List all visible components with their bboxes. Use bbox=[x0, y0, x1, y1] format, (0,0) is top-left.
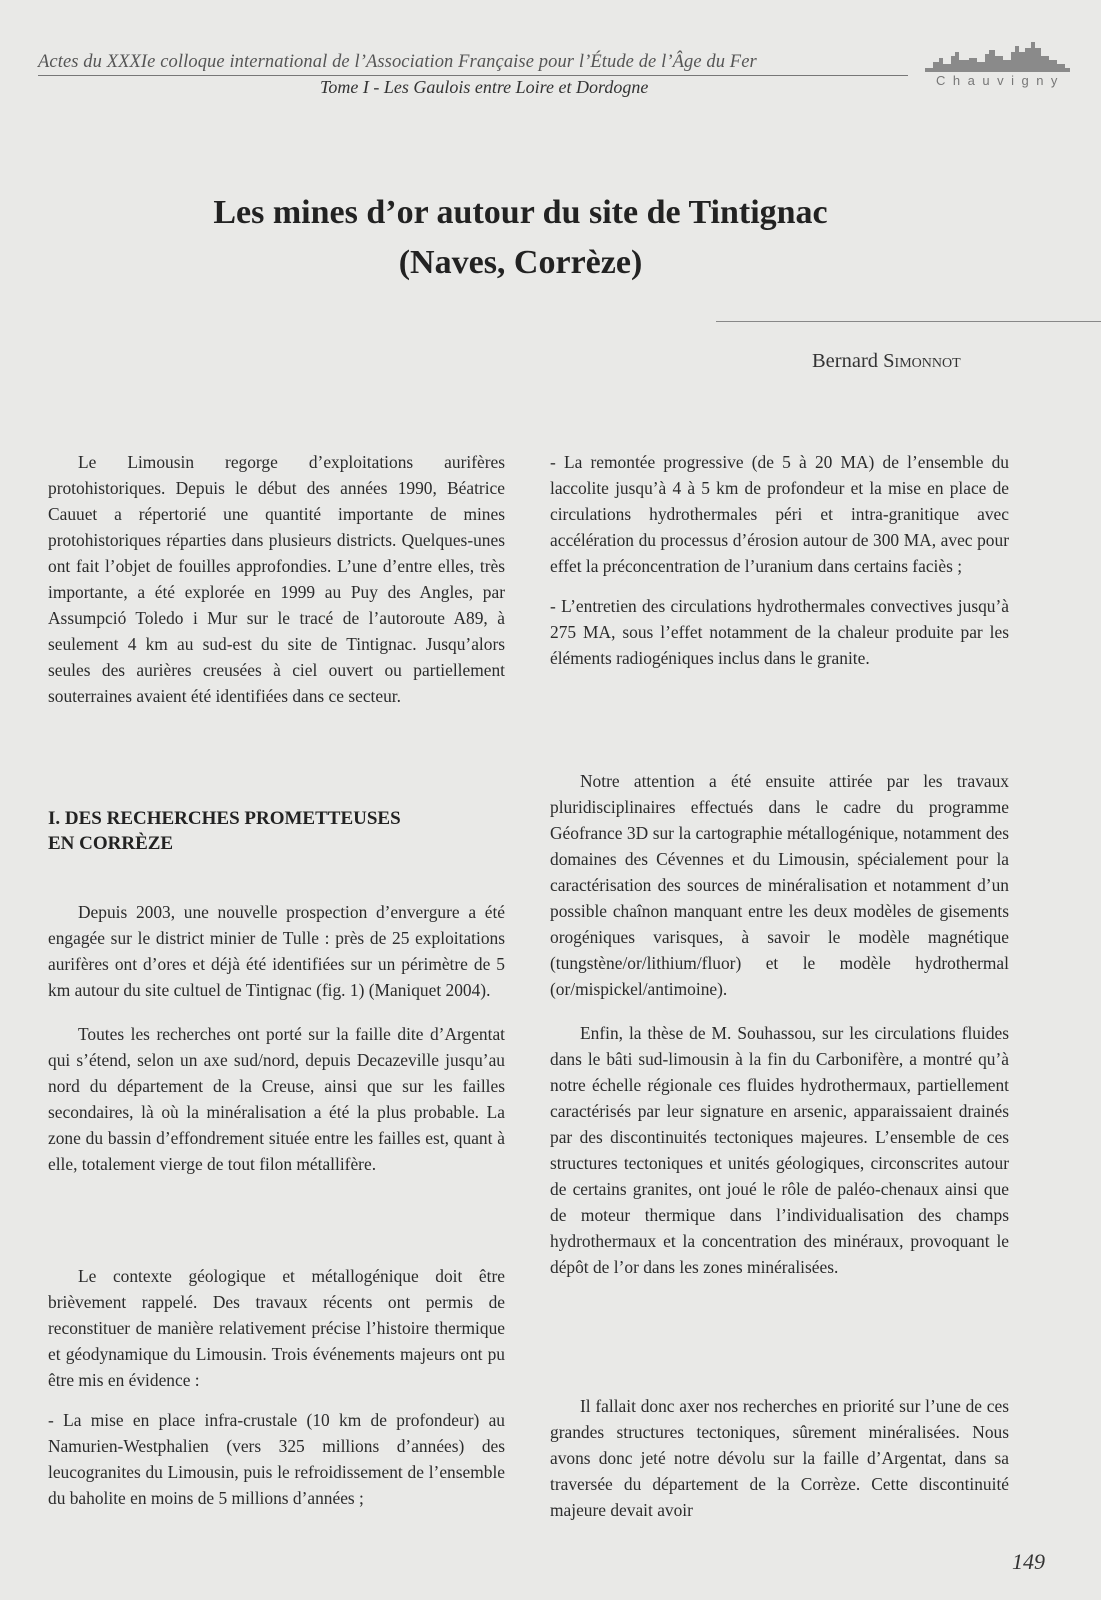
paragraph: - La remontée progressive (de 5 à 20 MA) de l’ensemble du laccolite jusqu’à 4 à 5 km de profondeur et la mise en place de circulations hydrothermales péri et intra-granitique avec accélération du processus d’érosion autour de 300 MA, avec pour effet la préconcentration de l’uranium dans certains faciès ; bbox=[550, 452, 1009, 576]
right-column-conclusion bbox=[550, 1393, 1009, 1523]
paragraph: Notre attention a été ensuite attirée par les travaux pluridisciplinaires effectués dans le cadre du programme Géofrance 3D sur la cartographie métallogénique, notamment des domaines des Cévennes et du Limousin, spécialement pour la caractérisation des sources de minéralisation et notamment d’un possible chaînon manquant entre les deux modèles de gisements orogéniques varisques, à savoir le modèle magnétique (tungstène/or/lithium/fluor) et le modèle hydrothermal (or/mispickel/antimoine). bbox=[550, 771, 1009, 999]
running-header-title: Actes du XXXIe colloque international de l’Association Française pour l’Étude de l’Âge du Fer bbox=[38, 52, 757, 72]
author-name bbox=[812, 350, 961, 373]
paragraph: Le contexte géologique et métallogénique doit être brièvement rappelé. Des travaux récents ont permis de reconstituer de manière relativement précise l’histoire thermique et géodynamique du Limousin. Trois événements majeurs ont pu être mis en évidence : bbox=[48, 1266, 505, 1390]
paragraph: Le Limousin regorge d’exploitations aurifères protohistoriques. Depuis le début des années 1990, Béatrice Cauuet a répertorié une quantité importante de mines protohistoriques réparties dans plusieurs districts. Quelques-unes ont fait l’objet de fouilles approfondies. L’une d’entre elles, très importante, a été explorée en 1999 au Puy des Angles, par Assumpció Toledo i Mur sur le tracé de l’autoroute A89, à seulement 4 km au sud-est du site de Tintignac. Jusqu’alors seules des aurières creusées à ciel ouvert ou partiellement souterraines avaient été identifiées dans ce secteur. bbox=[48, 452, 505, 706]
title-divider bbox=[716, 321, 1101, 322]
section-heading bbox=[48, 806, 505, 856]
paragraph: Enfin, la thèse de M. Souhassou, sur les circulations fluides dans le bâti sud-limousin à la fin du Carbonifère, a montré qu’à notre échelle régionale ces fluides hydrothermaux, partiellement caractérisés par leur signature en arsenic, apparaissaient drainés par des discontinuités tectoniques majeures. L’ensemble de ces structures tectoniques et unités géologiques, circonscrites autour de certains granites, ont joué le rôle de paléo-chenaux ainsi que de moteur thermique dans l’individualisation des champs hydrothermaux et la concentration des minéraux, provoquant le dépôt de l’or dans les zones minéralisées. bbox=[550, 1023, 1009, 1277]
page-number: 149 bbox=[1012, 1549, 1045, 1574]
paragraph: Depuis 2003, une nouvelle prospection d’envergure a été engagée sur le district minier de Tulle : près de 25 exploitations aurifères ont d’ores et déjà été identifiées sur un périmètre de 5 km autour du site cultuel de Tintignac (fig. 1) (Maniquet 2004). bbox=[48, 902, 505, 1000]
title-line-1: Les mines d’or autour du site de Tintignac bbox=[213, 194, 828, 231]
left-column-context bbox=[48, 1263, 505, 1511]
title-line-2: (Naves, Corrèze) bbox=[398, 244, 643, 281]
author-first-name: Bernard bbox=[812, 350, 879, 372]
heading-line-2: EN CORRÈZE bbox=[48, 833, 174, 854]
paragraph: Toutes les recherches ont porté sur la faille dite d’Argentat qui s’étend, selon un axe sud/nord, depuis Decazeville jusqu’au nord du département de la Creuse, ainsi que sur les failles secondaires, là où la minéralisation a été la plus probable. La zone du bassin d’effondrement située entre les failles est, quant à elle, totalement vierge de tout filon métallifère. bbox=[48, 1024, 505, 1174]
paragraph: - L’entretien des circulations hydrothermales convectives jusqu’à 275 MA, sous l’effet notamment de la chaleur produite par les éléments radiogéniques inclus dans le granite. bbox=[550, 596, 1009, 668]
logo-wordmark: Chauvigny bbox=[936, 73, 1065, 88]
left-column-section bbox=[48, 899, 505, 1177]
header-divider bbox=[38, 75, 908, 76]
article-title bbox=[0, 188, 1041, 288]
paragraph: Il fallait donc axer nos recherches en priorité sur l’une de ces grandes structures tectoniques, sûrement minéralisées. Nous avons donc jeté notre dévolu sur la faille d’Argentat, dans sa traversée du département de la Corrèze. Cette discontinuité majeure devait avoir bbox=[550, 1396, 1009, 1520]
right-column-events bbox=[550, 449, 1009, 671]
right-column-research bbox=[550, 768, 1009, 1280]
author-last-name: Simonnot bbox=[883, 350, 961, 372]
heading-line-1: I. DES RECHERCHES PROMETTEUSES bbox=[48, 808, 401, 829]
running-header-volume: Tome I - Les Gaulois entre Loire et Dordogne bbox=[320, 77, 649, 97]
left-column-intro bbox=[48, 449, 505, 709]
paragraph: - La mise en place infra-crustale (10 km de profondeur) au Namurien-Westphalien (vers 325 millions d’années) des leucogranites du Limousin, puis le refroidissement de l’ensemble du baholite en moins de 5 millions d’années ; bbox=[48, 1410, 505, 1508]
